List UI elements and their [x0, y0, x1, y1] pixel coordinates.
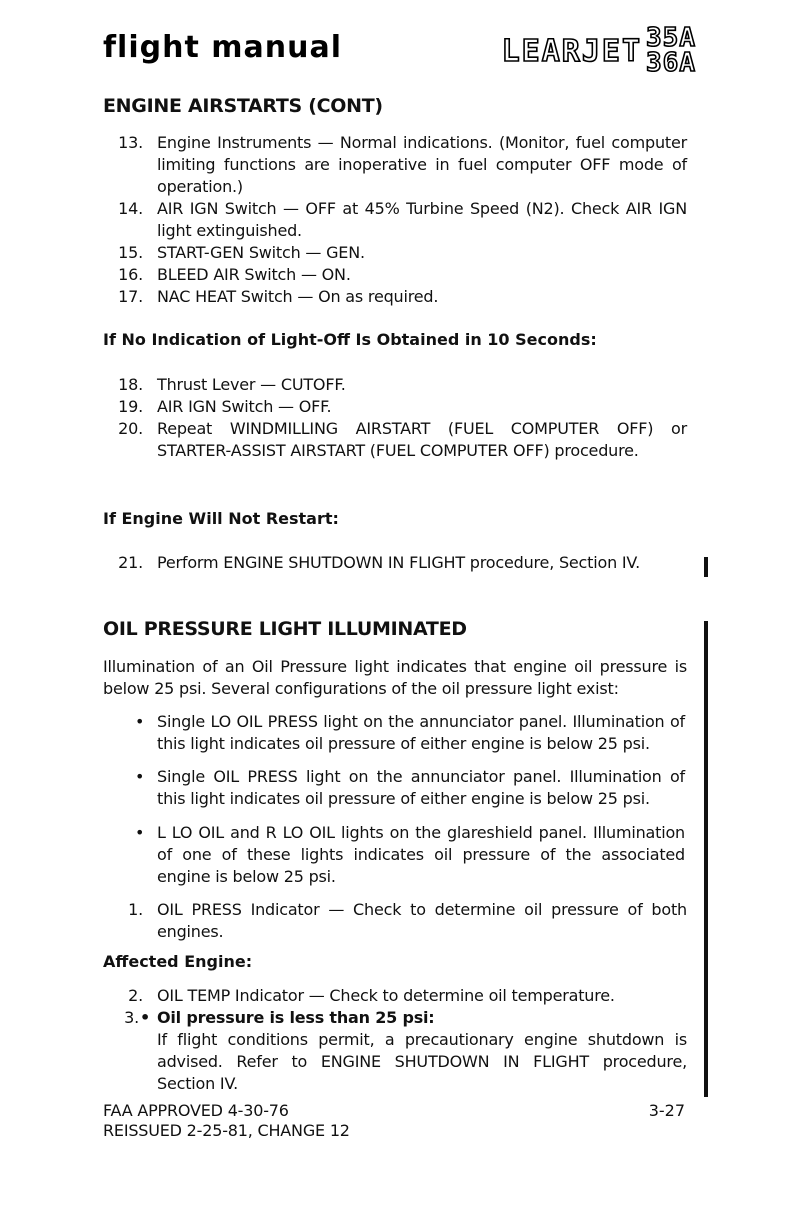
bullet-dot: •	[135, 823, 145, 842]
list-item	[103, 242, 687, 264]
intro-paragraph: Illumination of an Oil Pressure light indicates that engine oil pressure is below 25 psi. Several configurations of the oil pressure light exist:	[103, 657, 687, 698]
item-text: Engine Instruments — Normal indications. (Monitor, fuel computer limiting functions are inoperative in fuel computer OFF mode of operation.)	[157, 133, 687, 196]
item-number: 14.	[118, 199, 143, 218]
item-number: 19.	[118, 397, 143, 416]
brand-logo	[501, 23, 696, 78]
footer-approval	[103, 1101, 350, 1141]
model-badge	[646, 23, 696, 78]
item-text: AIR IGN Switch — OFF.	[157, 397, 332, 416]
bullet-dot: •	[135, 767, 145, 786]
section-title-engine-airstarts: ENGINE AIRSTARTS (CONT)	[103, 95, 383, 117]
item-text: START-GEN Switch — GEN.	[157, 243, 365, 262]
item-number: 15.	[118, 243, 143, 262]
item-number: 16.	[118, 265, 143, 284]
item-text: Repeat WINDMILLING AIRSTART (FUEL COMPUTER OFF) or STARTER-ASSIST AIRSTART (FUEL COMPUTER OFF) procedure.	[157, 419, 687, 460]
subheading-no-restart: If Engine Will Not Restart:	[103, 509, 339, 528]
list-item	[103, 396, 687, 418]
critical-bullet: •	[140, 1008, 151, 1027]
item-number: 3.	[124, 1008, 139, 1027]
bullet-item	[135, 822, 687, 888]
item-number: 18.	[118, 375, 143, 394]
item-text: Thrust Lever — CUTOFF.	[157, 375, 346, 394]
bullet-text: Single OIL PRESS light on the annunciator panel. Illumination of this light indicates oil pressure of either engine is below 25 psi.	[157, 767, 685, 808]
item-text: Perform ENGINE SHUTDOWN IN FLIGHT procedure, Section IV.	[157, 553, 640, 572]
list-item	[103, 899, 687, 943]
list-item	[103, 286, 687, 308]
list-item-critical	[103, 1007, 687, 1095]
bullet-item	[135, 766, 687, 810]
item-text: AIR IGN Switch — OFF at 45% Turbine Speed (N2). Check AIR IGN light extinguished.	[157, 199, 687, 240]
bullet-dot: •	[135, 712, 145, 731]
bullet-item	[135, 711, 687, 755]
change-bar	[704, 621, 708, 1097]
model-top: 35A	[646, 23, 696, 53]
item-text: OIL PRESS Indicator — Check to determine oil pressure of both engines.	[157, 900, 687, 941]
item-number: 20.	[118, 419, 143, 438]
approved-date: FAA APPROVED 4-30-76	[103, 1101, 289, 1120]
item-number: 2.	[128, 986, 143, 1005]
reissued-date: REISSUED 2-25-81, CHANGE 12	[103, 1121, 350, 1140]
bullet-text: Single LO OIL PRESS light on the annunciator panel. Illumination of this light indicates oil pressure of either engine is below 25 psi.	[157, 712, 685, 753]
item-number: 13.	[118, 133, 143, 152]
item-heading: Oil pressure is less than 25 psi:	[157, 1008, 435, 1027]
list-item	[103, 985, 687, 1007]
subheading-affected-engine: Affected Engine:	[103, 952, 253, 971]
manual-title: flight manual	[103, 30, 342, 65]
list-item	[103, 418, 687, 484]
item-number: 1.	[128, 900, 143, 919]
list-item	[103, 264, 687, 286]
item-text: BLEED AIR Switch — ON.	[157, 265, 351, 284]
item-number: 21.	[118, 553, 143, 572]
item-number: 17.	[118, 287, 143, 306]
change-bar	[704, 557, 708, 577]
item-text: If flight conditions permit, a precautionary engine shutdown is advised. Refer to ENGINE SHUTDOWN IN FLIGHT procedure, Section IV.	[157, 1030, 687, 1093]
item-text: OIL TEMP Indicator — Check to determine oil temperature.	[157, 986, 615, 1005]
list-item	[103, 552, 687, 574]
list-item	[103, 132, 687, 198]
model-bottom: 36A	[646, 48, 696, 78]
subheading-no-lightoff: If No Indication of Light-Off Is Obtained in 10 Seconds:	[103, 330, 597, 349]
list-item	[103, 198, 687, 242]
page-number: 3-27	[648, 1101, 685, 1120]
item-text: NAC HEAT Switch — On as required.	[157, 287, 439, 306]
list-item	[103, 374, 687, 396]
section-title-oil-pressure: OIL PRESSURE LIGHT ILLUMINATED	[103, 618, 467, 640]
bullet-text: L LO OIL and R LO OIL lights on the glareshield panel. Illumination of one of these lights indicates oil pressure of the associated engine is below 25 psi.	[157, 823, 685, 886]
brand-name: LEARJET	[501, 33, 643, 69]
